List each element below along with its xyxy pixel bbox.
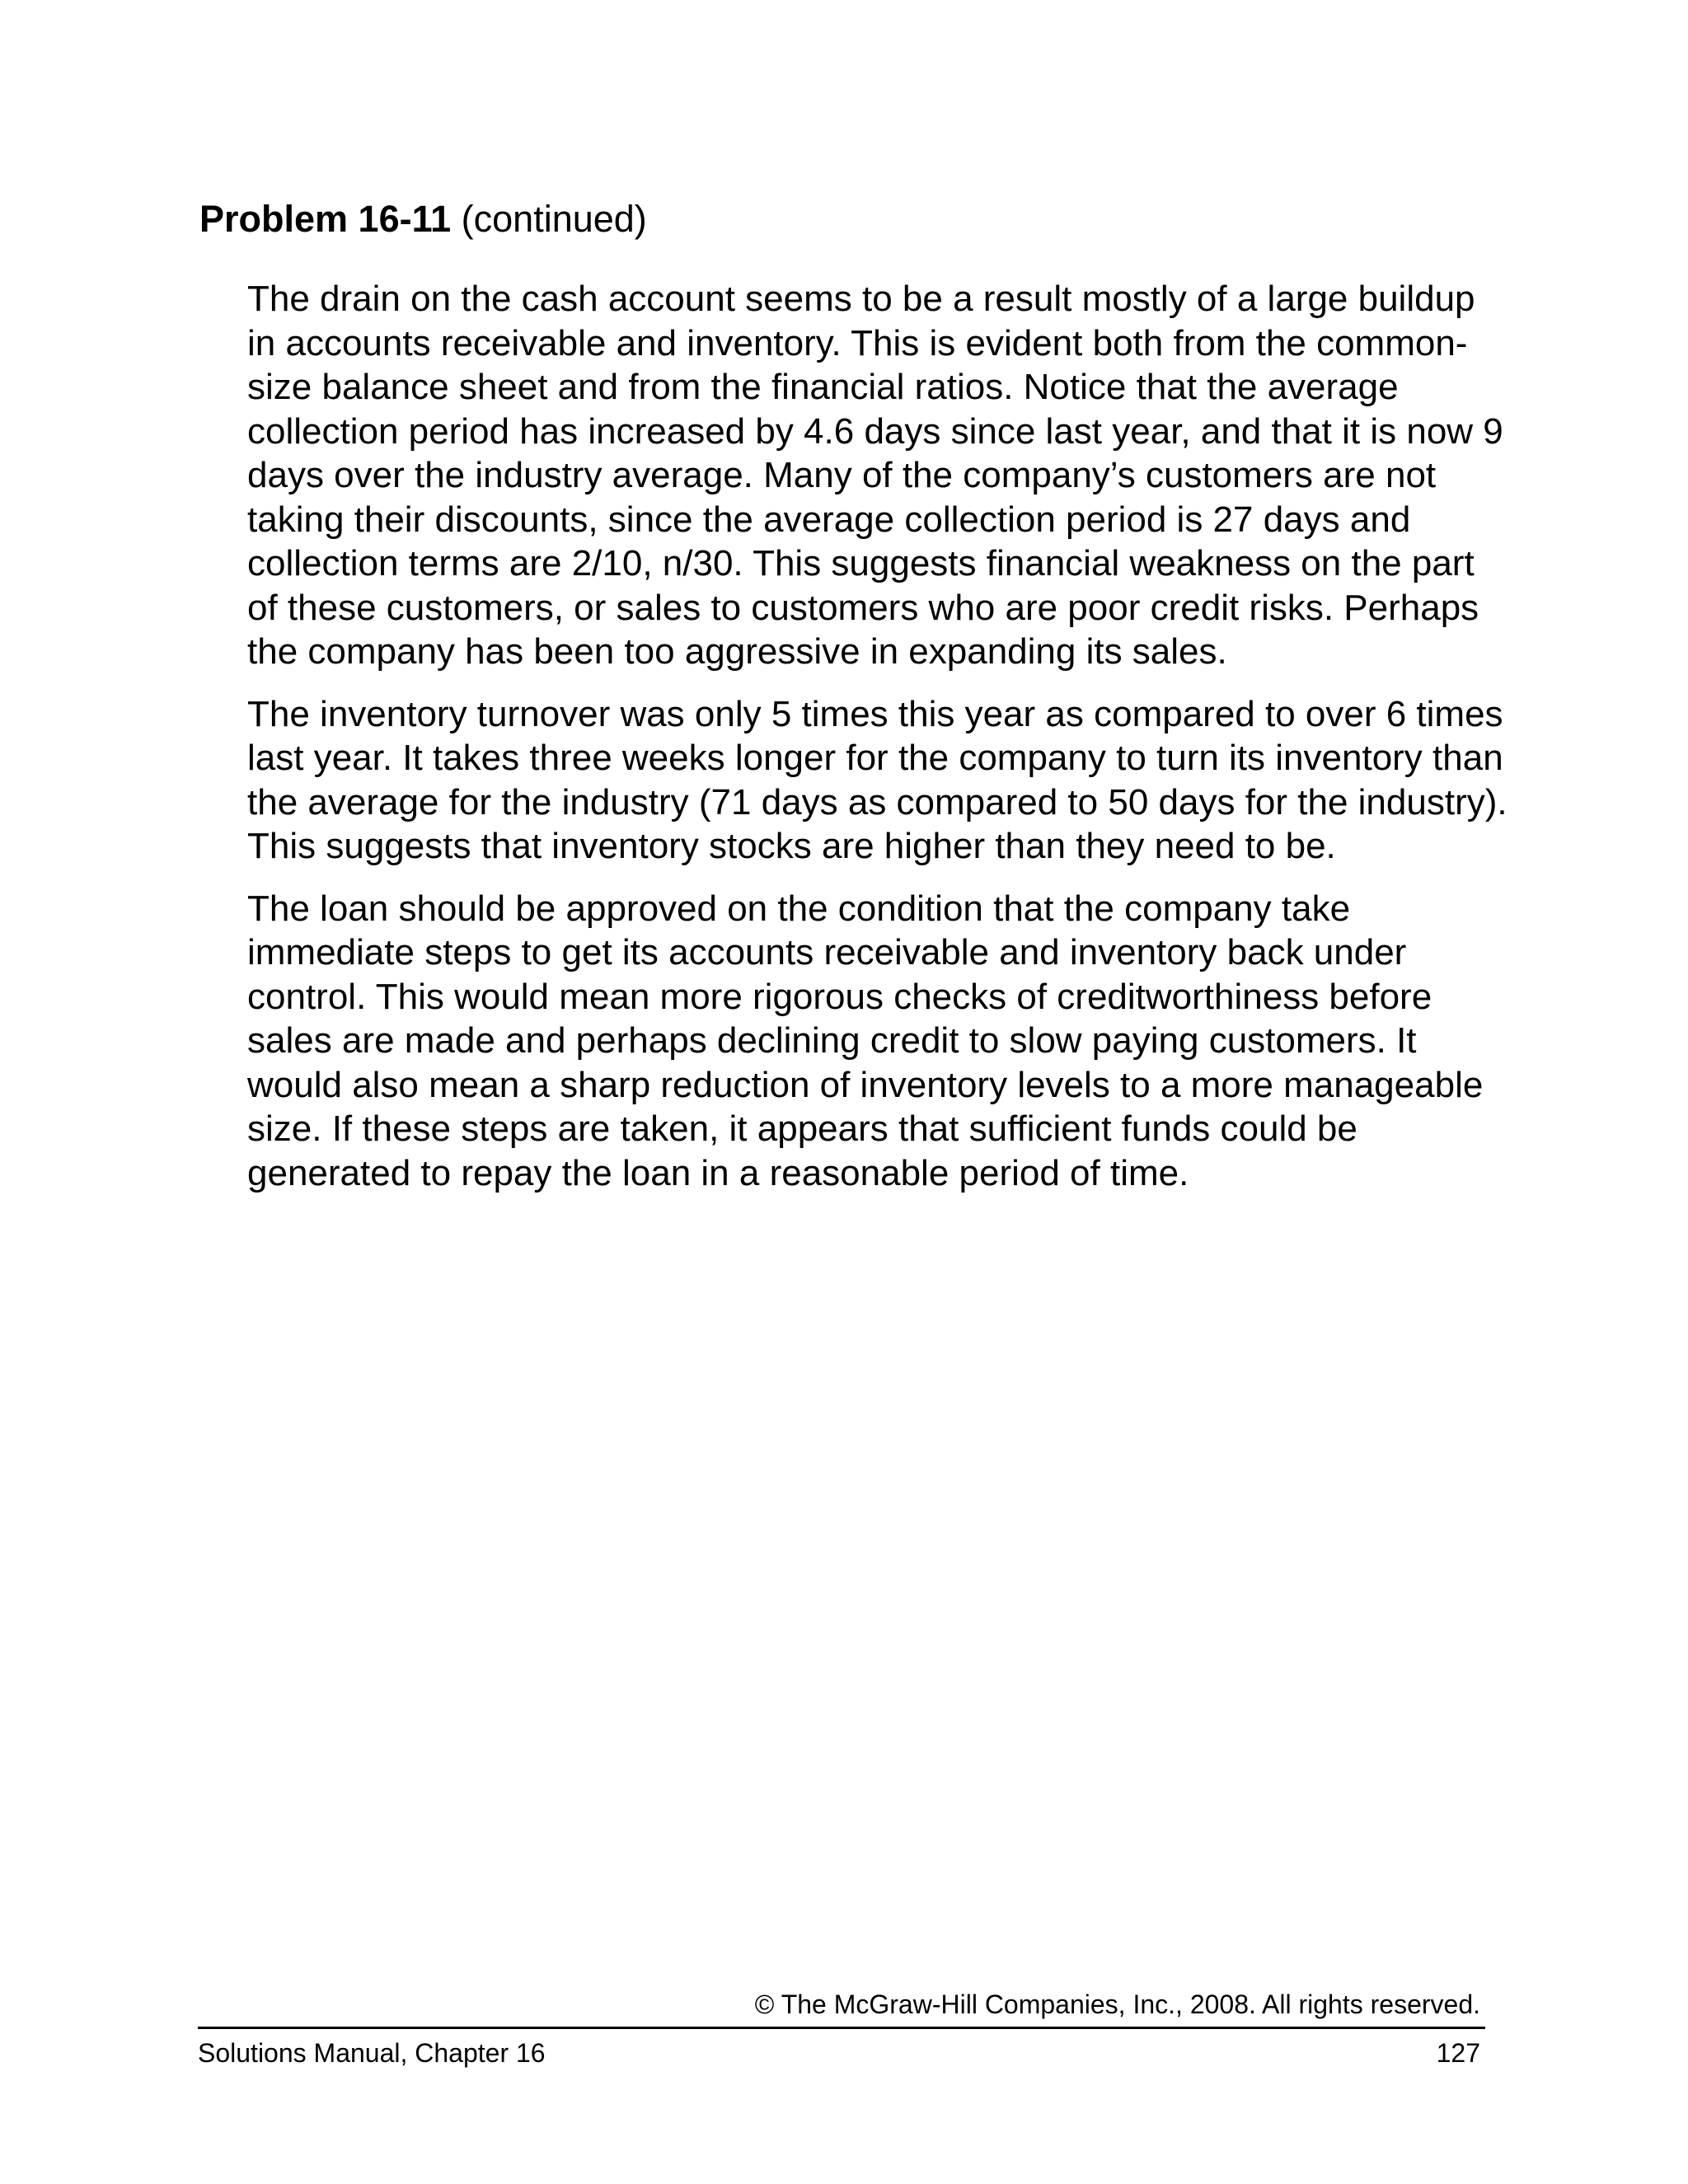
paragraph-inventory-turnover: The inventory turnover was only 5 times this year as compared to over 6 times last year. It takes three weeks longer for the company to turn its inventory than the average for the industry (71 days as compared to 50 days for the industry). This suggests that inventory stocks are higher than they need to be. <box>247 693 1507 866</box>
problem-number: Problem 16-11 <box>199 198 452 240</box>
page-footer <box>198 1988 1485 2069</box>
footer-bottom-row <box>198 2037 1485 2069</box>
page-number: 127 <box>1436 2038 1480 2068</box>
copyright-notice: © The McGraw-Hill Companies, Inc., 2008. All rights reserved. <box>754 1990 1480 2019</box>
manual-chapter-label: Solutions Manual, Chapter 16 <box>198 2038 546 2068</box>
footer-divider <box>198 2027 1485 2029</box>
paragraph-cash-drain: The drain on the cash account seems to be a result mostly of a large buildup in accounts receivable and inventory. This is evident both from the common-size balance sheet and from the financial ratios. Notice that the average collection period has increased by 4.6 days since last year, and that it is now 9 days over the industry average. Many of the company’s customers are not taking their discounts, since the average collection period is 27 days and collection terms are 2/10, n/30. This suggests financial weakness on the part of these customers, or sales to customers who are poor credit risks. Perhaps the company has been too aggressive in expanding its sales. <box>247 279 1503 672</box>
page-heading <box>199 196 647 242</box>
body-text <box>247 277 1508 1213</box>
continued-label: (continued) <box>451 198 647 240</box>
paragraph-loan-recommendation: The loan should be approved on the condition that the company take immediate steps to get its accounts receivable and inventory back under control. This would mean more rigorous checks of creditworthiness before sales are made and perhaps declining credit to slow paying customers. It would also mean a sharp reduction of inventory levels to a more manageable size. If these steps are taken, it appears that sufficient funds could be generated to repay the loan in a reasonable period of time. <box>247 888 1484 1193</box>
